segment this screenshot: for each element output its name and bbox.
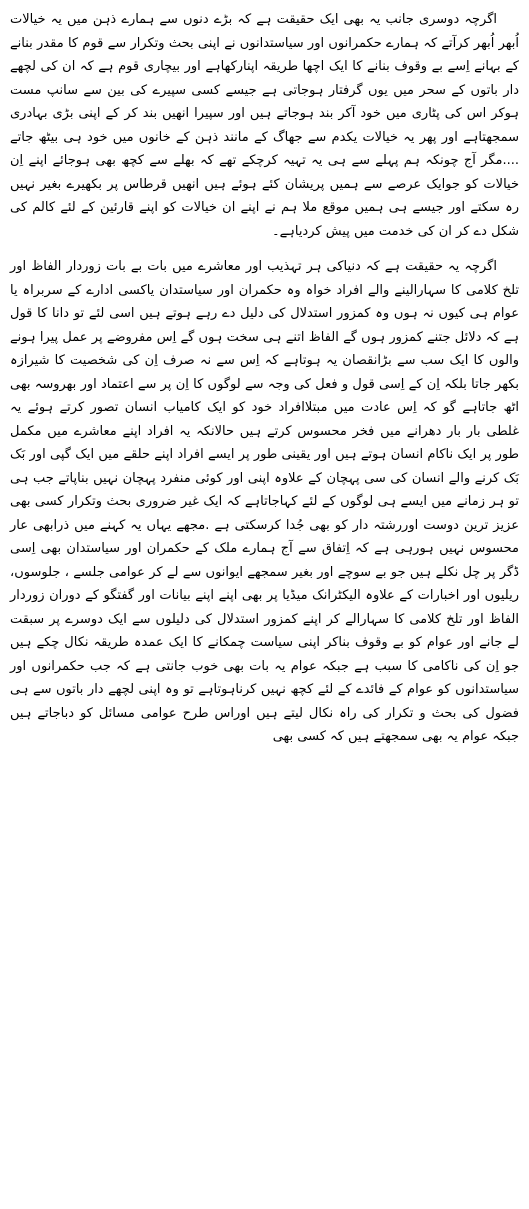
paragraph-1: اگرچہ دوسری جانب یہ بھی ایک حقیقت ہے کہ بڑے دنوں سے ہمارے ذہن میں یہ خیالات اُبھر اُبھر کرآتے کہ ہمارے حکمرانوں اور سیاستدانوں نے اپنی بحث وتکرار سے قوم کا مقدر بنانے کے بہانے اِسے بے وقوف بنانے کا ایک اچھا طریقہ اپنارکھاہے اور بیچاری قوم ہے کہ ان کی لچھے دار باتوں کے سحر میں یوں گرفتار ہوجاتی ہے جیسے کسی سپیرے کی بین سے سانپ مست ہوکر اس کی پٹاری میں خود آکر بند ہوجاتے ہیں اور سپیرا انھیں بند کر کے اپنی بڑی بہادری سمجھتاہے اور پھر یہ خیالات یکدم سے جھاگ کے مانند ذہن کے خانوں میں خود ہی بیٹھ جاتے ....مگر آج چونکہ ہم پہلے سے ہی یہ تہیہ کرچکے تھے کہ بھلے سے کچھ بھی ہوجائے اپنے اِن خیالات کو جوایک عرصے سے ہمیں پریشان کئے ہوئے ہیں انھیں قرطاس پر بکھیرے بغیر نہیں رہ سکتے اور جیسے ہی ہمیں موقع ملا ہم نے اپنے ان خیالات کو اپنے قارئین کے لئے کالم کی شکل دے کر ان کی خدمت میں پیش کردیاہے۔ — [10, 12, 519, 239]
paragraph-2: اگرچہ یہ حقیقت ہے کہ دنیاکی ہر تہذیب اور معاشرے میں بات بے بات زوردار الفاظ اور تلخ کلامی کا سہارالینے والے افراد خواہ وہ حکمران اور سیاستدان یاکسی ادارے کے سربراہ یا عوام ہی کیوں نہ ہوں وہ کمزور استدلال کی دلیل دے رہے ہوتے ہیں اسی لئے تو دانا کا قول ہے کہ دلائل جتنے کمزور ہوں گے الفاظ اتنے ہی سخت ہوں گے اِس مفروضے پر عمل پیرا ہونے والوں کا ایک سب سے بڑانقصان یہ ہوتاہے کہ اِس سے نہ صرف اِن کی شخصیت کا شیرازہ بکھر جاتا بلکہ اِن کے اِسی قول و فعل کی وجہ سے لوگوں کا اِن پر سے اعتماد اور بھروسہ بھی اٹھ جاتاہے گو کہ اِس عادت میں مبتلاافراد خود کو ایک کامیاب انسان تصور کرتے ہوئے یہ غلطی بار بار دھرانے میں فخر محسوس کرتے ہیں حالانکہ یہ افراد اپنے معاشرے میں مکمل طور پر ایک ناکام انسان ہوتے ہیں اور یقینی طور پر ایسے افراد اپنے حلقے میں ایک گپی اور بَک بَک کرنے والے انسان کی سی پہچان کے علاوہ اپنی اور کوئی منفرد پہچان نہیں بناپاتے جب ہی تو ہر زمانے میں ایسے ہی لوگوں کے لئے کہاجاتاہے کہ ایک غیر ضروری بحث وتکرار کسی بھی عزیز ترین دوست اوررشتہ دار کو بھی جُدا کرسکتی ہے .مجھے یہاں یہ کہنے میں ذرابھی عار محسوس نہیں ہورہی ہے کہ اِتفاق سے آج ہمارے ملک کے حکمران اور سیاستدان بھی اِسی ڈگر پر چل نکلے ہیں جو بے سوچے اور بغیر سمجھے ایوانوں سے لے کر عوامی جلسے ، جلوسوں، ریلیوں اور اخبارات کے علاوہ الیکٹرانک میڈیا پر بھی اپنے اپنے بیانات اور گفتگو کے دوران زوردار الفاظ اور تلخ کلامی کا سہارالے کر اپنے کمزور استدلال کی دلیلوں سے ایک دوسرے پر سبقت لے جانے اور عوام کو بے وقوف بناکر اپنی سیاست چمکانے کا ایک عمدہ طریقہ نکال چکے ہیں جو اِن کی ناکامی کا سبب ہے جبکہ عوام یہ بات بھی خوب جانتی ہے کہ جب حکمرانوں اور سیاستدانوں کو عوام کے فائدے کے لئے کچھ نہیں کرناہوتاہے تو وہ اپنی لچھے دار باتوں سے ہی فضول کی بحث و تکرار کی راہ نکال لیتے ہیں اوراس طرح عوامی مسائل کو دباجاتے ہیں جبکہ عوام یہ بھی سمجھتے ہیں کہ کسی بھی — [10, 259, 519, 744]
